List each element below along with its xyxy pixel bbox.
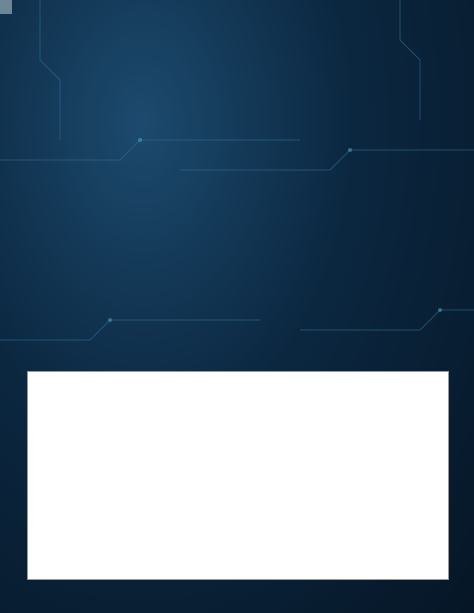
- column-3: [313, 194, 453, 203]
- section-tab: [0, 0, 12, 14]
- column-2: [170, 194, 310, 203]
- page-footer: [0, 590, 474, 613]
- flow-diagram: [28, 372, 450, 581]
- survey-process-diagram: [27, 371, 449, 580]
- column-1: [28, 194, 168, 195]
